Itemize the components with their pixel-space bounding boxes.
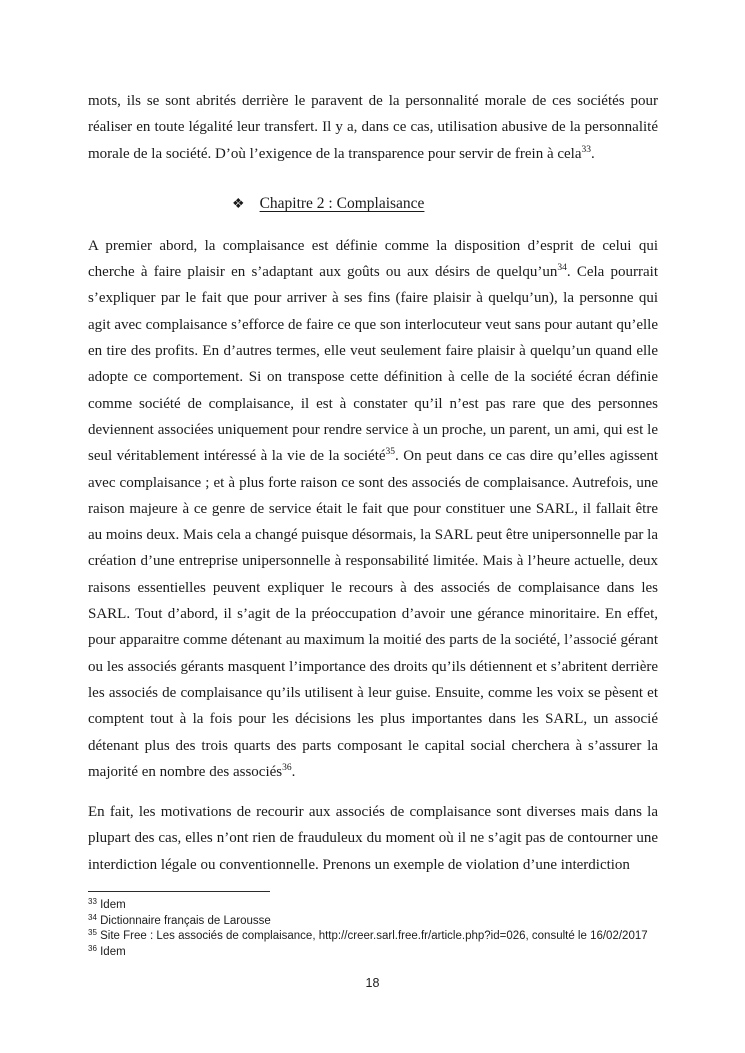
diamond-bullet-icon: ❖ [232, 196, 245, 212]
footnotes-section [88, 891, 658, 960]
footnote-33 [88, 898, 658, 914]
footnote-35 [88, 929, 658, 945]
footnote-34 [88, 914, 658, 930]
paragraph-motivations [88, 799, 658, 878]
paragraph-text: En fait, les motivations de recourir aux associés de complaisance sont diverses mais dans la plupart des cas, elles n’ont rien de frauduleux du moment où il ne s’agit pas de contourner une interdiction légale ou conventionnelle. Prenons un exemple de violation d’une interdiction [88, 804, 658, 873]
paragraph-text: . [591, 145, 595, 162]
chapter-heading [232, 191, 658, 218]
chapter-title: Chapitre 2 : Complaisance [259, 194, 425, 212]
footnote-marker: 34 [88, 912, 97, 922]
paragraph-text: . [291, 763, 296, 780]
paragraph-text: A premier abord, la complaisance est définie comme la disposition d’esprit de celui qui cherche à faire plaisir en s’adaptant aux goûts ou aux désirs de quelqu’un [88, 237, 658, 281]
footnote-ref-33: 33 [581, 144, 591, 155]
footnote-36 [88, 945, 658, 961]
paragraph-text: mots, ils se sont abrités derrière le paravent de la personnalité morale de ces sociétés pour réaliser en toute légalité leur transfert. Il y a, dans ce cas, utilisation abusive de la personnalité morale de la société. D’où l’exigence de la transparence pour servir de frein à cela [88, 93, 658, 162]
paragraph-text: . On peut dans ce cas dire qu’elles agissent avec complaisance ; et à plus forte raison ce sont des associés de complaisance. Autrefois, une raison majeure à ce genre de service était le fait que pour constituer une SARL, il fallait être au moins deux. Mais cela a changé puisque désormais, la SARL peut être unipersonnelle par la création d’une entreprise unipersonnelle à responsabilité limitée. Mais à l’heure actuelle, deux raisons essentielles peuvent expliquer le recours à des associés de complaisance dans les SARL. Tout d’abord, il s’agit de la préoccupation d’avoir une gérance minoritaire. En effet, pour apparaitre comme détenant au maximum la moitié des parts de la société, l’associé gérant ou les associés gérants masquent l’importance des droits qu’ils détiennent et s’abritent derrière les associés de complaisance qu’ils utilisent à leur guise. Ensuite, comme les voix se pèsent et comptent tout à la fois pour les décisions les plus importantes dans les SARL, un associé détenant plus des trois quarts des parts composant le capital social cherchera à s’assurer la majorité en nombre des associés [88, 448, 659, 780]
footnote-text: Dictionnaire français de Larousse [100, 914, 271, 927]
footnote-ref-36: 36 [282, 762, 292, 773]
footnote-ref-34: 34 [557, 263, 567, 274]
text-block [88, 88, 658, 892]
footnote-marker: 35 [88, 928, 97, 938]
footnote-separator [88, 891, 270, 892]
paragraph-text: . Cela pourrait s’expliquer par le fait que pour arriver à ses fins (faire plaisir à quelqu’un), la personne qui agit avec complaisance s’efforce de faire ce que son interlocuteur veut sans pour autant qu’elle en tire des profits. En d’autres termes, elle veut seulement faire plaisir à quelqu’un quand elle adopte ce comportement. Si on transpose cette définition à celle de la société écran définie comme société de complaisance, il est à constater qu’il n’est pas rare que des personnes deviennent associées uniquement pour rendre service à un proche, un parent, un ami, qui est le seul véritablement intéressé à la vie de la société [88, 264, 658, 465]
page-number: 18 [365, 976, 380, 990]
paragraph-complaisance [88, 233, 658, 785]
footnote-text: Idem [100, 945, 126, 958]
paragraph-transparence [88, 88, 658, 167]
footnote-text: Site Free : Les associés de complaisance, http://creer.sarl.free.fr/article.php?id=026, consulté le 16/02/2017 [100, 930, 648, 943]
footnote-text: Idem [100, 899, 126, 911]
footnote-ref-35: 35 [385, 447, 396, 458]
footnote-marker: 36 [88, 943, 97, 953]
footnote-marker: 33 [88, 897, 97, 906]
